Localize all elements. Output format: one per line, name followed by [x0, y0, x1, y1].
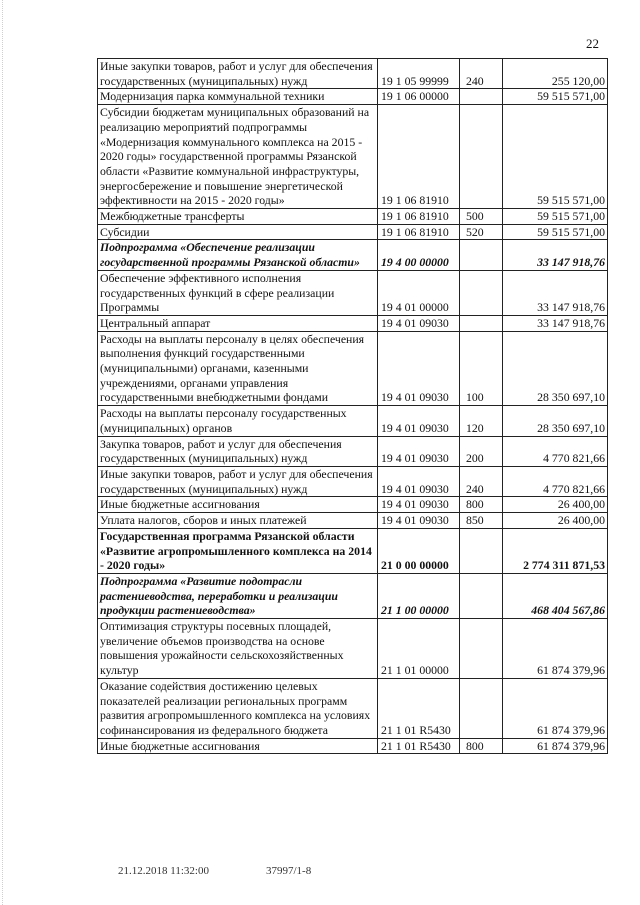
row-vr-cell: 240 [460, 466, 503, 496]
row-code-cell: 19 1 06 00000 [378, 89, 460, 105]
row-code-cell: 19 4 01 09030 [378, 497, 460, 513]
row-name-cell: Иные бюджетные ассигнования [98, 738, 378, 754]
row-name-cell: Оптимизация структуры посевных площадей, увеличение объемов производства на основе повышения урожайности сельскохозяйственных культур [98, 619, 378, 679]
table-row [98, 513, 608, 529]
row-code-cell: 19 1 06 81910 [378, 209, 460, 225]
row-name-cell: Уплата налогов, сборов и иных платежей [98, 513, 378, 529]
table-row [98, 240, 608, 270]
row-sum-cell: 61 874 379,96 [503, 738, 608, 754]
row-vr-cell [460, 270, 503, 315]
table-row [98, 105, 608, 209]
row-vr-cell [460, 528, 503, 573]
footer-timestamp: 21.12.2018 11:32:00 [118, 865, 209, 877]
row-name-cell: Субсидии бюджетам муниципальных образований на реализацию мероприятий подпрограммы «Модернизация коммунального комплекса на 2015 - 2020 годы» государственной программы Рязанской области «Развитие коммунальной инфраструктуры, энергосбережение и повышение энергетической эффективности на 2015 - 2020 годы» [98, 105, 378, 209]
table-row [98, 331, 608, 406]
row-sum-cell: 33 147 918,76 [503, 240, 608, 270]
row-vr-cell [460, 315, 503, 331]
row-name-cell: Центральный аппарат [98, 315, 378, 331]
row-vr-cell [460, 619, 503, 679]
row-name-cell: Модернизация парка коммунальной техники [98, 89, 378, 105]
row-code-cell: 19 4 01 09030 [378, 315, 460, 331]
table-row [98, 436, 608, 466]
row-name-cell: Государственная программа Рязанской области «Развитие агропромышленного комплекса на 2014 - 2020 годы» [98, 528, 378, 573]
row-sum-cell: 28 350 697,10 [503, 406, 608, 436]
table-row [98, 678, 608, 738]
row-code-cell: 21 1 01 R5430 [378, 678, 460, 738]
row-code-cell: 19 1 06 81910 [378, 105, 460, 209]
row-code-cell: 19 1 06 81910 [378, 224, 460, 240]
table-row [98, 406, 608, 436]
table-row [98, 59, 608, 89]
table-row [98, 209, 608, 225]
row-code-cell: 19 4 01 09030 [378, 436, 460, 466]
row-sum-cell: 61 874 379,96 [503, 619, 608, 679]
row-name-cell: Иные бюджетные ассигнования [98, 497, 378, 513]
row-vr-cell: 800 [460, 497, 503, 513]
row-vr-cell: 500 [460, 209, 503, 225]
row-sum-cell: 33 147 918,76 [503, 270, 608, 315]
row-vr-cell: 200 [460, 436, 503, 466]
budget-table [97, 58, 608, 754]
row-sum-cell: 255 120,00 [503, 59, 608, 89]
row-code-cell: 19 4 01 09030 [378, 466, 460, 496]
row-name-cell: Подпрограмма «Развитие подотрасли растениеводства, переработки и реализации продукции растениеводства» [98, 573, 378, 618]
row-vr-cell [460, 240, 503, 270]
table-row [98, 528, 608, 573]
row-code-cell: 19 4 01 09030 [378, 513, 460, 529]
row-code-cell: 21 1 01 R5430 [378, 738, 460, 754]
row-sum-cell: 26 400,00 [503, 513, 608, 529]
row-name-cell: Межбюджетные трансферты [98, 209, 378, 225]
row-vr-cell: 520 [460, 224, 503, 240]
table-row [98, 315, 608, 331]
table-row [98, 738, 608, 754]
row-vr-cell [460, 678, 503, 738]
row-vr-cell [460, 89, 503, 105]
row-name-cell: Оказание содействия достижению целевых показателей реализации региональных программ развития агропромышленного комплекса на условиях софинансирования из федерального бюджета [98, 678, 378, 738]
row-code-cell: 19 4 00 00000 [378, 240, 460, 270]
row-vr-cell: 100 [460, 331, 503, 406]
row-vr-cell: 850 [460, 513, 503, 529]
page-number: 22 [586, 36, 599, 51]
row-name-cell: Обеспечение эффективного исполнения государственных функций в сфере реализации Программы [98, 270, 378, 315]
table-row [98, 497, 608, 513]
row-vr-cell: 240 [460, 59, 503, 89]
table-row [98, 89, 608, 105]
row-code-cell: 19 4 01 09030 [378, 331, 460, 406]
row-sum-cell: 61 874 379,96 [503, 678, 608, 738]
row-sum-cell: 28 350 697,10 [503, 331, 608, 406]
scan-margin-line [2, 0, 7, 905]
table-row [98, 224, 608, 240]
row-name-cell: Расходы на выплаты персоналу государственных (муниципальных) органов [98, 406, 378, 436]
row-name-cell: Иные закупки товаров, работ и услуг для обеспечения государственных (муниципальных) нужд [98, 466, 378, 496]
table-row [98, 619, 608, 679]
row-code-cell: 19 1 05 99999 [378, 59, 460, 89]
row-name-cell: Подпрограмма «Обеспечение реализации государственной программы Рязанской области» [98, 240, 378, 270]
row-sum-cell: 59 515 571,00 [503, 224, 608, 240]
row-code-cell: 19 4 01 00000 [378, 270, 460, 315]
row-sum-cell: 468 404 567,86 [503, 573, 608, 618]
row-sum-cell: 4 770 821,66 [503, 436, 608, 466]
row-vr-cell: 800 [460, 738, 503, 754]
row-sum-cell: 59 515 571,00 [503, 209, 608, 225]
row-name-cell: Иные закупки товаров, работ и услуг для обеспечения государственных (муниципальных) нужд [98, 59, 378, 89]
row-code-cell: 19 4 01 09030 [378, 406, 460, 436]
row-name-cell: Субсидии [98, 224, 378, 240]
row-sum-cell: 33 147 918,76 [503, 315, 608, 331]
table-row [98, 270, 608, 315]
row-name-cell: Закупка товаров, работ и услуг для обеспечения государственных (муниципальных) нужд [98, 436, 378, 466]
row-vr-cell [460, 105, 503, 209]
row-sum-cell: 26 400,00 [503, 497, 608, 513]
row-vr-cell: 120 [460, 406, 503, 436]
footer-doc-id: 37997/1-8 [266, 865, 312, 877]
row-sum-cell: 59 515 571,00 [503, 105, 608, 209]
table-row [98, 573, 608, 618]
row-sum-cell: 2 774 311 871,53 [503, 528, 608, 573]
row-code-cell: 21 1 01 00000 [378, 619, 460, 679]
row-sum-cell: 59 515 571,00 [503, 89, 608, 105]
row-vr-cell [460, 573, 503, 618]
table-row [98, 466, 608, 496]
row-code-cell: 21 0 00 00000 [378, 528, 460, 573]
row-sum-cell: 4 770 821,66 [503, 466, 608, 496]
row-name-cell: Расходы на выплаты персоналу в целях обеспечения выполнения функций государственными (муниципальными) органами, казенными учреждениями, органами управления государственными внебюджетными фондами [98, 331, 378, 406]
row-code-cell: 21 1 00 00000 [378, 573, 460, 618]
